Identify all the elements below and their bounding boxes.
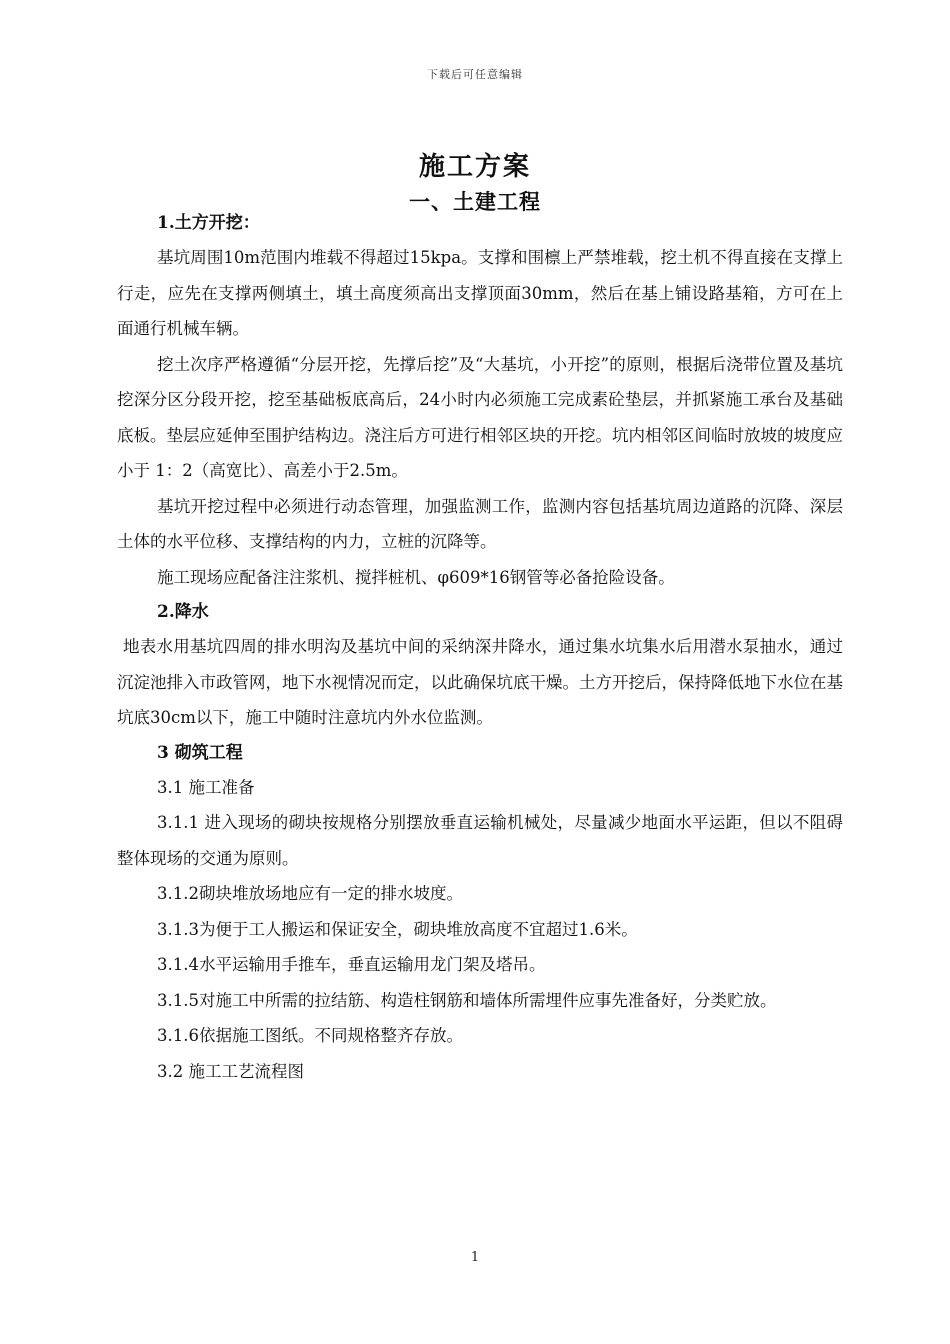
list-item: 3.1.5对施工中所需的拉结筋、构造柱钢筋和墙体所需埋件应事先准备好，分类贮放。: [157, 990, 777, 1010]
paragraph: 施工现场应配备注注浆机、搅拌桩机、φ609*16钢管等必备抢险设备。: [157, 567, 675, 587]
document-title: 施工方案: [418, 152, 531, 182]
subheading-process-flow: 3.2 施工工艺流程图: [157, 1061, 304, 1081]
page-number: 1: [470, 1250, 480, 1265]
heading-dewatering: 2.降水: [157, 602, 209, 622]
list-item: 3.1.2砌块堆放场地应有一定的排水坡度。: [157, 884, 463, 903]
subheading-preparation: 3.1 施工准备: [157, 777, 255, 797]
paragraph: 地表水用基坑四周的排水明沟及基坑中间的采纳深井降水，通过集水坑集水后用潜水泵抽水，通过沉淀池排入市政管网，地下水视情况而定，以此确保坑底干燥。土方开挖后，保持降低地下水位在基坑底30cm以下，施工中随时注意坑内外水位监测。: [117, 637, 843, 727]
paragraph: 挖土次序严格遵循“分层开挖，先撑后挖”及“大基坑，小开挖”的原则，根据后浇带位置及基坑挖深分区分段开挖，挖至基础板底高后，24小时内必须施工完成素砼垫层，并抓紧施工承台及基础底板。垫层应延伸至围护结构边。浇注后方可进行相邻区块的开挖。坑内相邻区间临时放坡的坡度应小于 1：2（高宽比）、高差小于2.5m。: [117, 354, 843, 480]
list-item: 3.1.3为便于工人搬运和保证安全，砌块堆放高度不宜超过1.6米。: [157, 919, 638, 939]
section-title: 一、土建工程: [409, 189, 541, 214]
page-header-note: 下载后可任意编辑: [427, 68, 523, 81]
list-item: 3.1.1 进入现场的砌块按规格分别摆放垂直运输机械处，尽量减少地面水平运距，但以不阻碍整体现场的交通为原则。: [117, 813, 843, 868]
document-body: [117, 206, 843, 1089]
paragraph: 基坑开挖过程中必须进行动态管理，加强监测工作，监测内容包括基坑周边道路的沉降、深层土体的水平位移、支撑结构的内力，立桩的沉降等。: [117, 496, 843, 551]
heading-masonry: 3 砌筑工程: [157, 742, 243, 763]
heading-earthwork: 1.土方开挖：: [157, 213, 260, 233]
list-item: 3.1.4水平运输用手推车，垂直运输用龙门架及塔吊。: [157, 955, 546, 974]
paragraph: 基坑周围10m范围内堆载不得超过15kpa。支撑和围檩上严禁堆载，挖土机不得直接在支撑上行走，应先在支撑两侧填土，填土高度须高出支撑顶面30mm，然后在基上铺设路基箱，方可在上面通行机械车辆。: [117, 248, 843, 338]
list-item: 3.1.6依据施工图纸。不同规格整齐存放。: [157, 1026, 463, 1045]
